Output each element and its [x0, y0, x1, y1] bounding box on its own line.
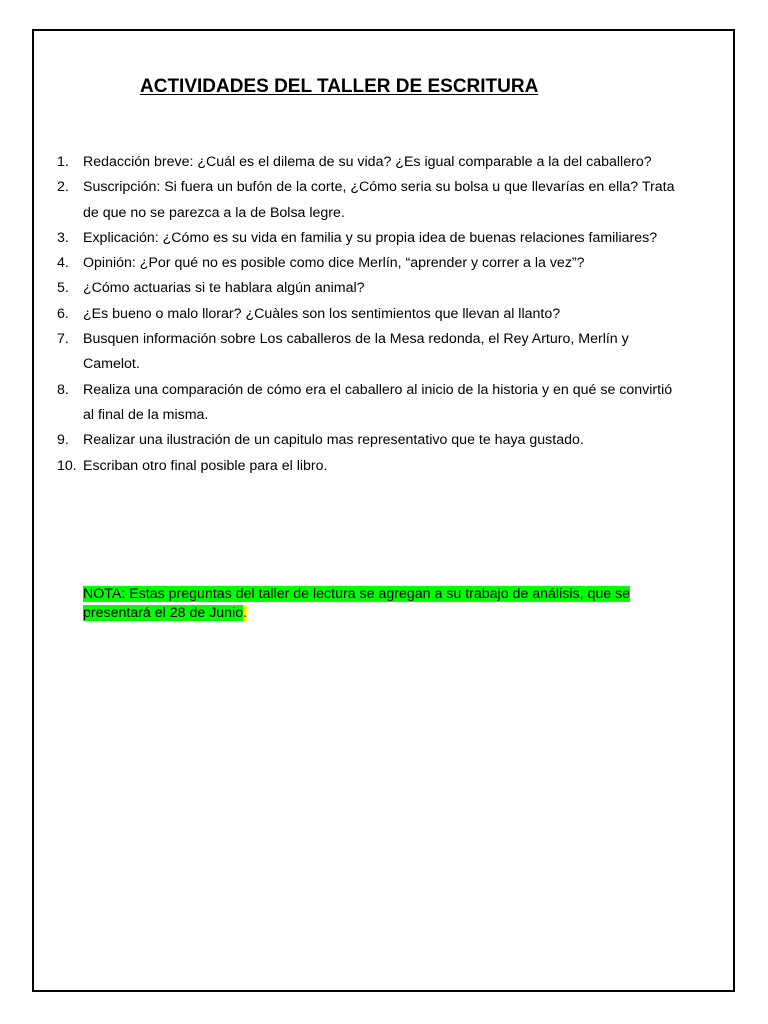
list-item [57, 428, 677, 453]
list-item [57, 276, 677, 301]
item-text: ¿Cómo actuarias si te hablara algún animal? [83, 280, 365, 297]
item-text: Explicación: ¿Cómo es su vida en familia y su propia idea de buenas relaciones familiares? [83, 229, 658, 246]
list-item [57, 378, 677, 429]
note-tail: . [243, 605, 248, 621]
list-item [57, 150, 677, 175]
item-number: 1. [57, 154, 69, 170]
item-number: 2. [57, 179, 69, 196]
note-highlight: NOTA: Estas preguntas del taller de lectura se agregan a su trabajo de análisis, que se presentará el 28 de Junio [83, 586, 631, 621]
item-number: 10. [57, 457, 77, 474]
item-number: 4. [57, 255, 69, 272]
list-item [57, 327, 677, 378]
item-text: Realizar una ilustración de un capitulo mas representativo que te haya gustado. [83, 432, 584, 449]
list-item [57, 302, 677, 327]
item-text: Redacción breve: ¿Cuál es el dilema de su vida? ¿Es igual comparable a la del caballero? [83, 154, 652, 170]
item-text: Suscripción: Si fuera un bufón de la corte, ¿Cómo seria su bolsa u que llevarías en ella? Trata de que no se parezca a la de Bolsa legre. [83, 179, 675, 221]
item-number: 5. [57, 280, 69, 297]
item-text: Busquen información sobre Los caballeros de la Mesa redonda, el Rey Arturo, Merlín y Camelot. [83, 331, 629, 373]
item-number: 6. [57, 305, 69, 322]
item-text: Realiza una comparación de cómo era el caballero al inicio de la historia y en qué se convirtió al final de la misma. [83, 381, 673, 423]
list-item [57, 454, 677, 479]
document-title: ACTIVIDADES DEL TALLER DE ESCRITURA [140, 76, 539, 97]
item-number: 8. [57, 381, 69, 398]
note-paragraph [83, 585, 673, 623]
item-number: 9. [57, 432, 69, 449]
item-text: Opinión: ¿Por qué no es posible como dice Merlín, “aprender y correr a la vez”? [83, 255, 585, 272]
item-number: 7. [57, 331, 69, 348]
list-item [57, 251, 677, 276]
list-item [57, 226, 677, 251]
item-number: 3. [57, 229, 69, 246]
item-text: ¿Es bueno o malo llorar? ¿Cuàles son los sentimientos que llevan al llanto? [83, 305, 561, 322]
item-text: Escriban otro final posible para el libro. [83, 457, 328, 474]
activity-list [57, 150, 677, 479]
list-item [57, 175, 677, 226]
